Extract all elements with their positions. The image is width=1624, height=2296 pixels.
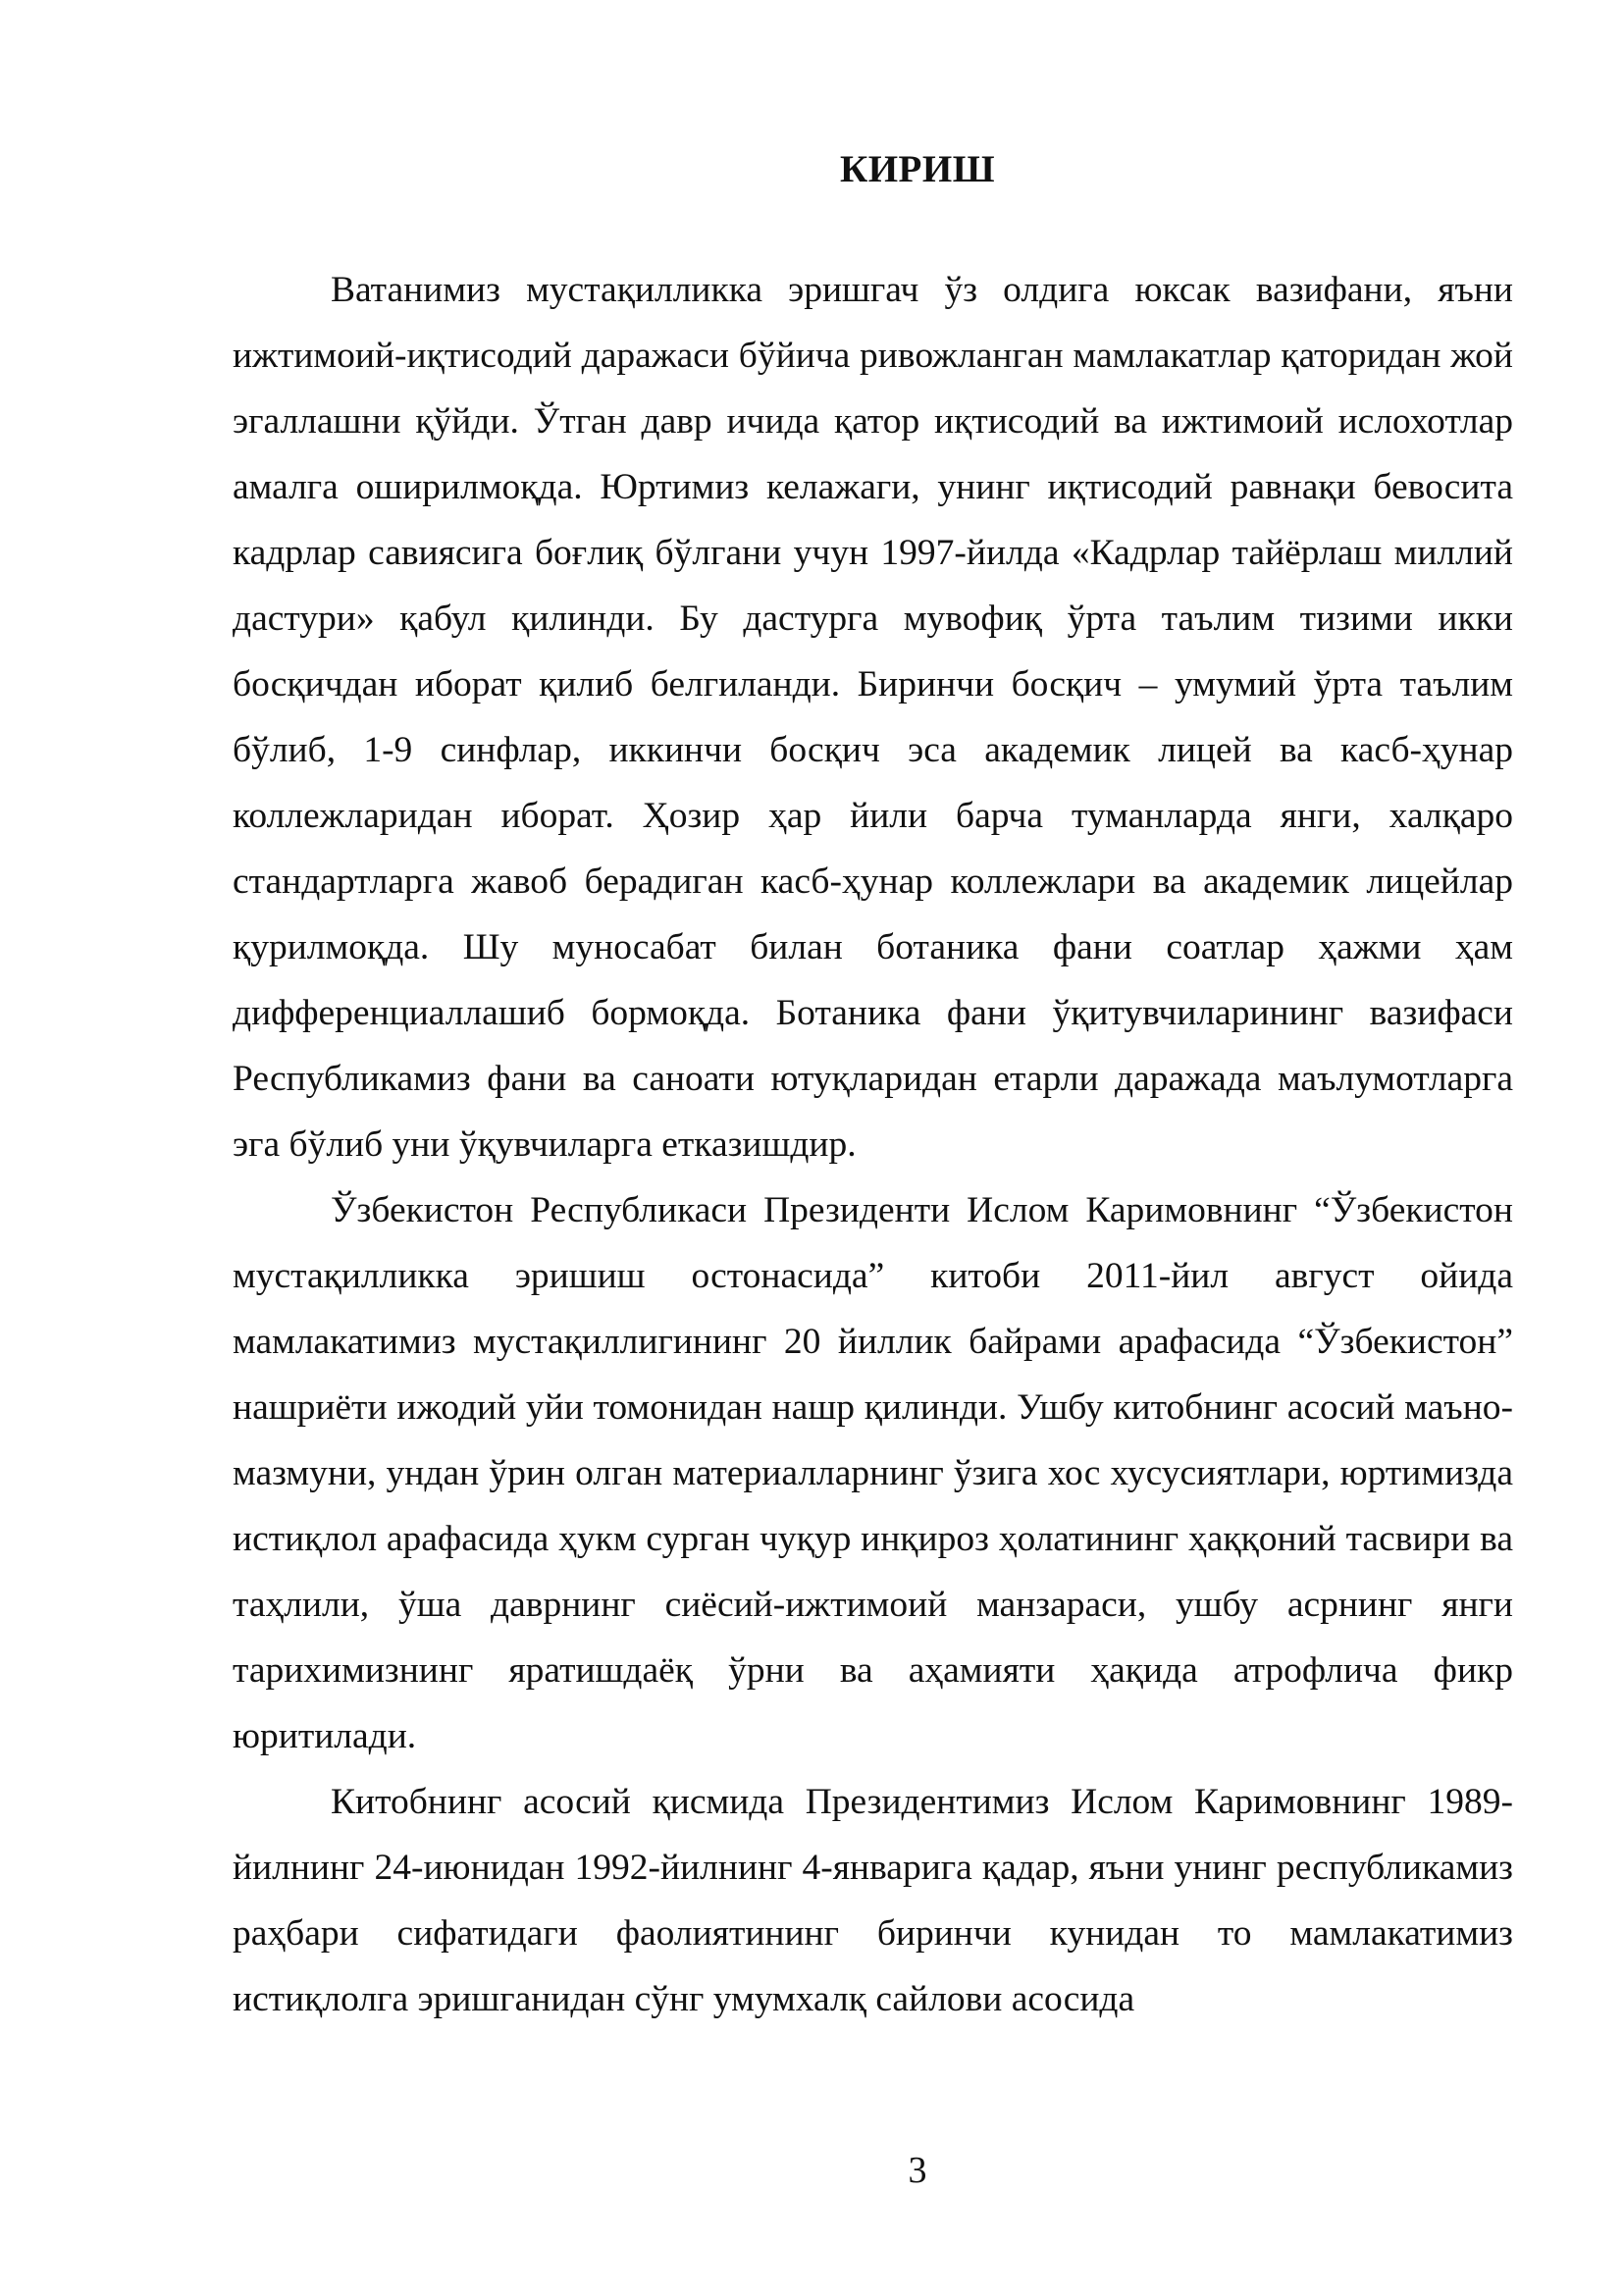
body-text	[233, 257, 1513, 2032]
paragraph-2: Ўзбекистон Республикаси Президенти Ислом Каримовнинг “Ўзбекистон мустақилликка эришиш остонасида” китоби 2011-йил август ойида мамлакатимиз мустақиллигининг 20 йиллик байрами арафасида “Ўзбекистон” нашриёти ижодий уйи томонидан нашр қилинди. Ушбу китобнинг асосий маъно-мазмуни, ундан ўрин олган материалларнинг ўзига хос хусусиятлари, юртимизда истиқлол арафасида ҳукм сурган чуқур инқироз ҳолатининг ҳаққоний тасвири ва таҳлили, ўша даврнинг сиёсий-ижтимоий манзараси, ушбу асрнинг янги тарихимизнинг яратишдаёқ ўрни ва аҳамияти ҳақида атрофлича фикр юритилади.	[233, 1190, 1513, 1756]
page-number: 3	[908, 2150, 927, 2191]
paragraph-3: Китобнинг асосий қисмида Президентимиз Ислом Каримовнинг 1989-йилнинг 24-июнидан 1992-йилнинг 4-январига қадар, яъни унинг республикамиз раҳбари сифатидаги фаолиятининг биринчи кунидан то мамлакатимиз истиқлолга эришганидан сўнг умумхалқ сайлови асосида	[233, 1782, 1513, 2019]
page-title: КИРИШ	[839, 148, 996, 190]
paragraph-1: Ватанимиз мустақилликка эришгач ўз олдига юксак вазифани, яъни ижтимоий-иқтисодий даражаси бўйича ривожланган мамлакатлар қаторидан жой эгаллашни қўйди. Ўтган давр ичида қатор иқтисодий ва ижтимоий ислохотлар амалга оширилмоқда. Юртимиз келажаги, унинг иқтисодий равнақи бевосита кадрлар савиясига боғлиқ бўлгани учун 1997-йилда «Кадрлар тайёрлаш миллий дастури» қабул қилинди. Бу дастурга мувофиқ ўрта таълим тизими икки босқичдан иборат қилиб белгиланди. Биринчи босқич – умумий ўрта таълим бўлиб, 1-9 синфлар, иккинчи босқич эса академик лицей ва касб-ҳунар коллежларидан иборат. Ҳозир ҳар йили барча туманларда янги, халқаро стандартларга жавоб берадиган касб-ҳунар коллежлари ва академик лицейлар қурилмоқда. Шу муносабат билан ботаника фани соатлар ҳажми ҳам дифференциаллашиб бормоқда. Ботаника фани ўқитувчиларининг вазифаси Республикамиз фани ва саноати ютуқларидан етарли даражада маълумотларга эга бўлиб уни ўқувчиларга етказишдир.	[233, 270, 1513, 1165]
